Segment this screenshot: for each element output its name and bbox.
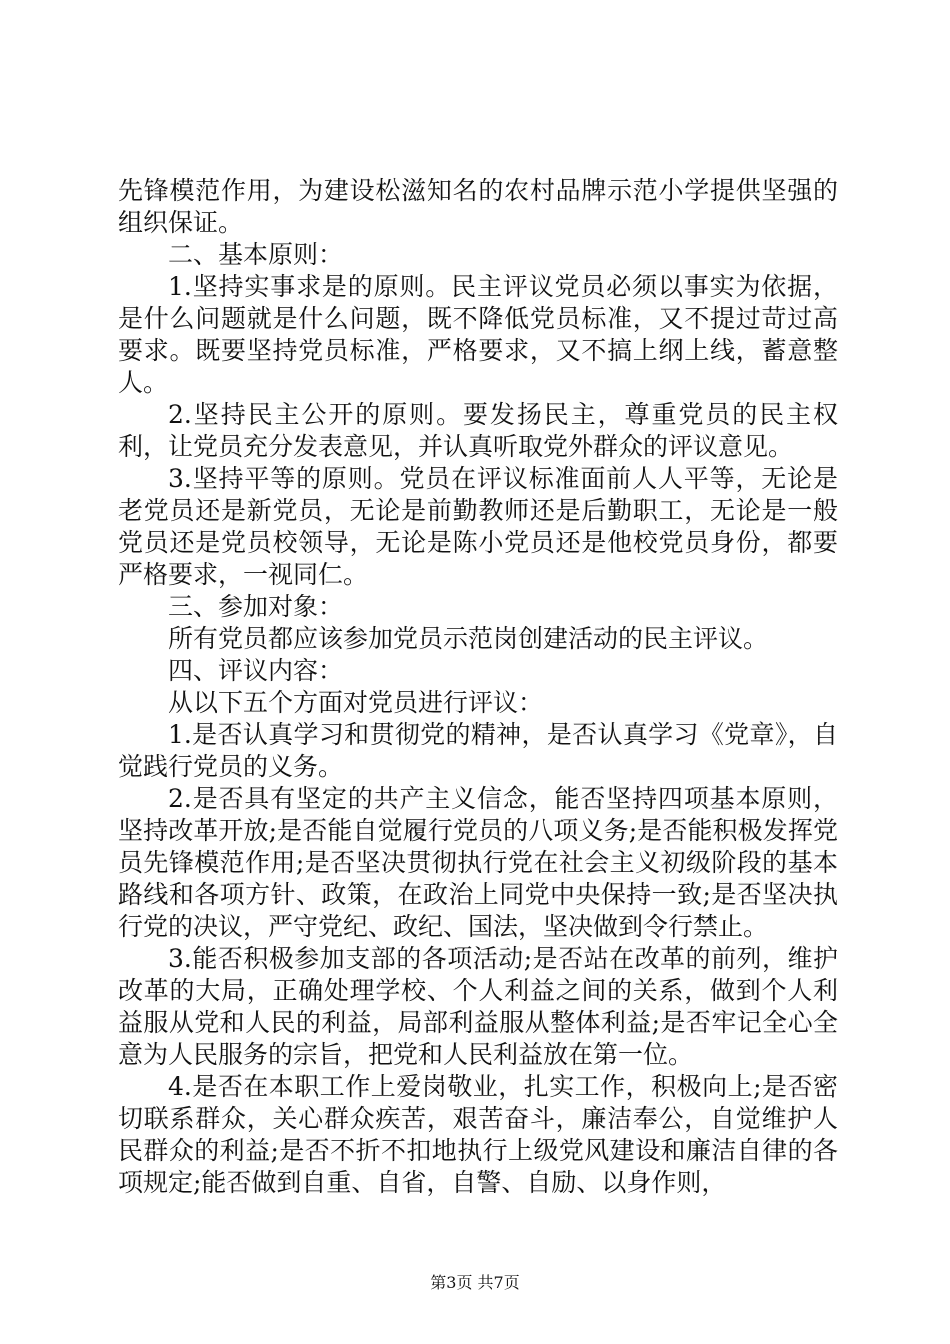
paragraph-principle-3: 3.坚持平等的原则。党员在评议标准面前人人平等，无论是老党员还是新党员，无论是前勤教师还是后勤职工，无论是一般党员还是党员校领导，无论是陈小党员还是他校党员身份，都要严格要求，一视同仁。 [118,464,838,589]
paragraph-principle-2: 2.坚持民主公开的原则。要发扬民主，尊重党员的民主权利，让党员充分发表意见，并认真听取党外群众的评议意见。 [118,400,838,461]
page-footer [0,1273,950,1293]
paragraph-content-1: 1.是否认真学习和贯彻党的精神，是否认真学习《党章》，自觉践行党员的义务。 [118,720,838,781]
paragraph-continuation: 先锋模范作用，为建设松滋知名的农村品牌示范小学提供坚强的组织保证。 [118,176,838,237]
section-heading-participants: 三、参加对象： [168,592,344,621]
section-heading-principles: 二、基本原则： [168,240,344,269]
paragraph-content-intro: 从以下五个方面对党员进行评议： [168,688,544,717]
paragraph-principle-1: 1.坚持实事求是的原则。民主评议党员必须以事实为依据，是什么问题就是什么问题，既不降低党员标准，又不提过苛过高要求。既要坚持党员标准，严格要求，又不搞上纲上线，蓄意整人。 [118,272,838,397]
paragraph-content-2: 2.是否具有坚定的共产主义信念，能否坚持四项基本原则，坚持改革开放;是否能自觉履行党员的八项义务;是否能积极发挥党员先锋模范作用;是否坚决贯彻执行党在社会主义初级阶段的基本路线和各项方针、政策，在政治上同党中央保持一致;是否坚决执行党的决议，严守党纪、政纪、国法，坚决做到令行禁止。 [118,784,838,941]
paragraph-content-4: 4.是否在本职工作上爱岗敬业，扎实工作，积极向上;是否密切联系群众，关心群众疾苦，艰苦奋斗，廉洁奉公，自觉维护人民群众的利益;是否不折不扣地执行上级党风建设和廉洁自律的各项规定;能否做到自重、自省，自警、自励、以身作则， [118,1072,838,1197]
document-body [118,175,838,1199]
section-heading-content: 四、评议内容： [168,656,344,685]
paragraph-participants: 所有党员都应该参加党员示范岗创建活动的民主评议。 [168,624,769,653]
page-number: 第3页 共7页 [430,1273,520,1292]
paragraph-content-3: 3.能否积极参加支部的各项活动;是否站在改革的前列，维护改革的大局，正确处理学校、个人利益之间的关系，做到个人利益服从党和人民的利益，局部利益服从整体利益;是否牢记全心全意为人民服务的宗旨，把党和人民利益放在第一位。 [118,944,838,1069]
